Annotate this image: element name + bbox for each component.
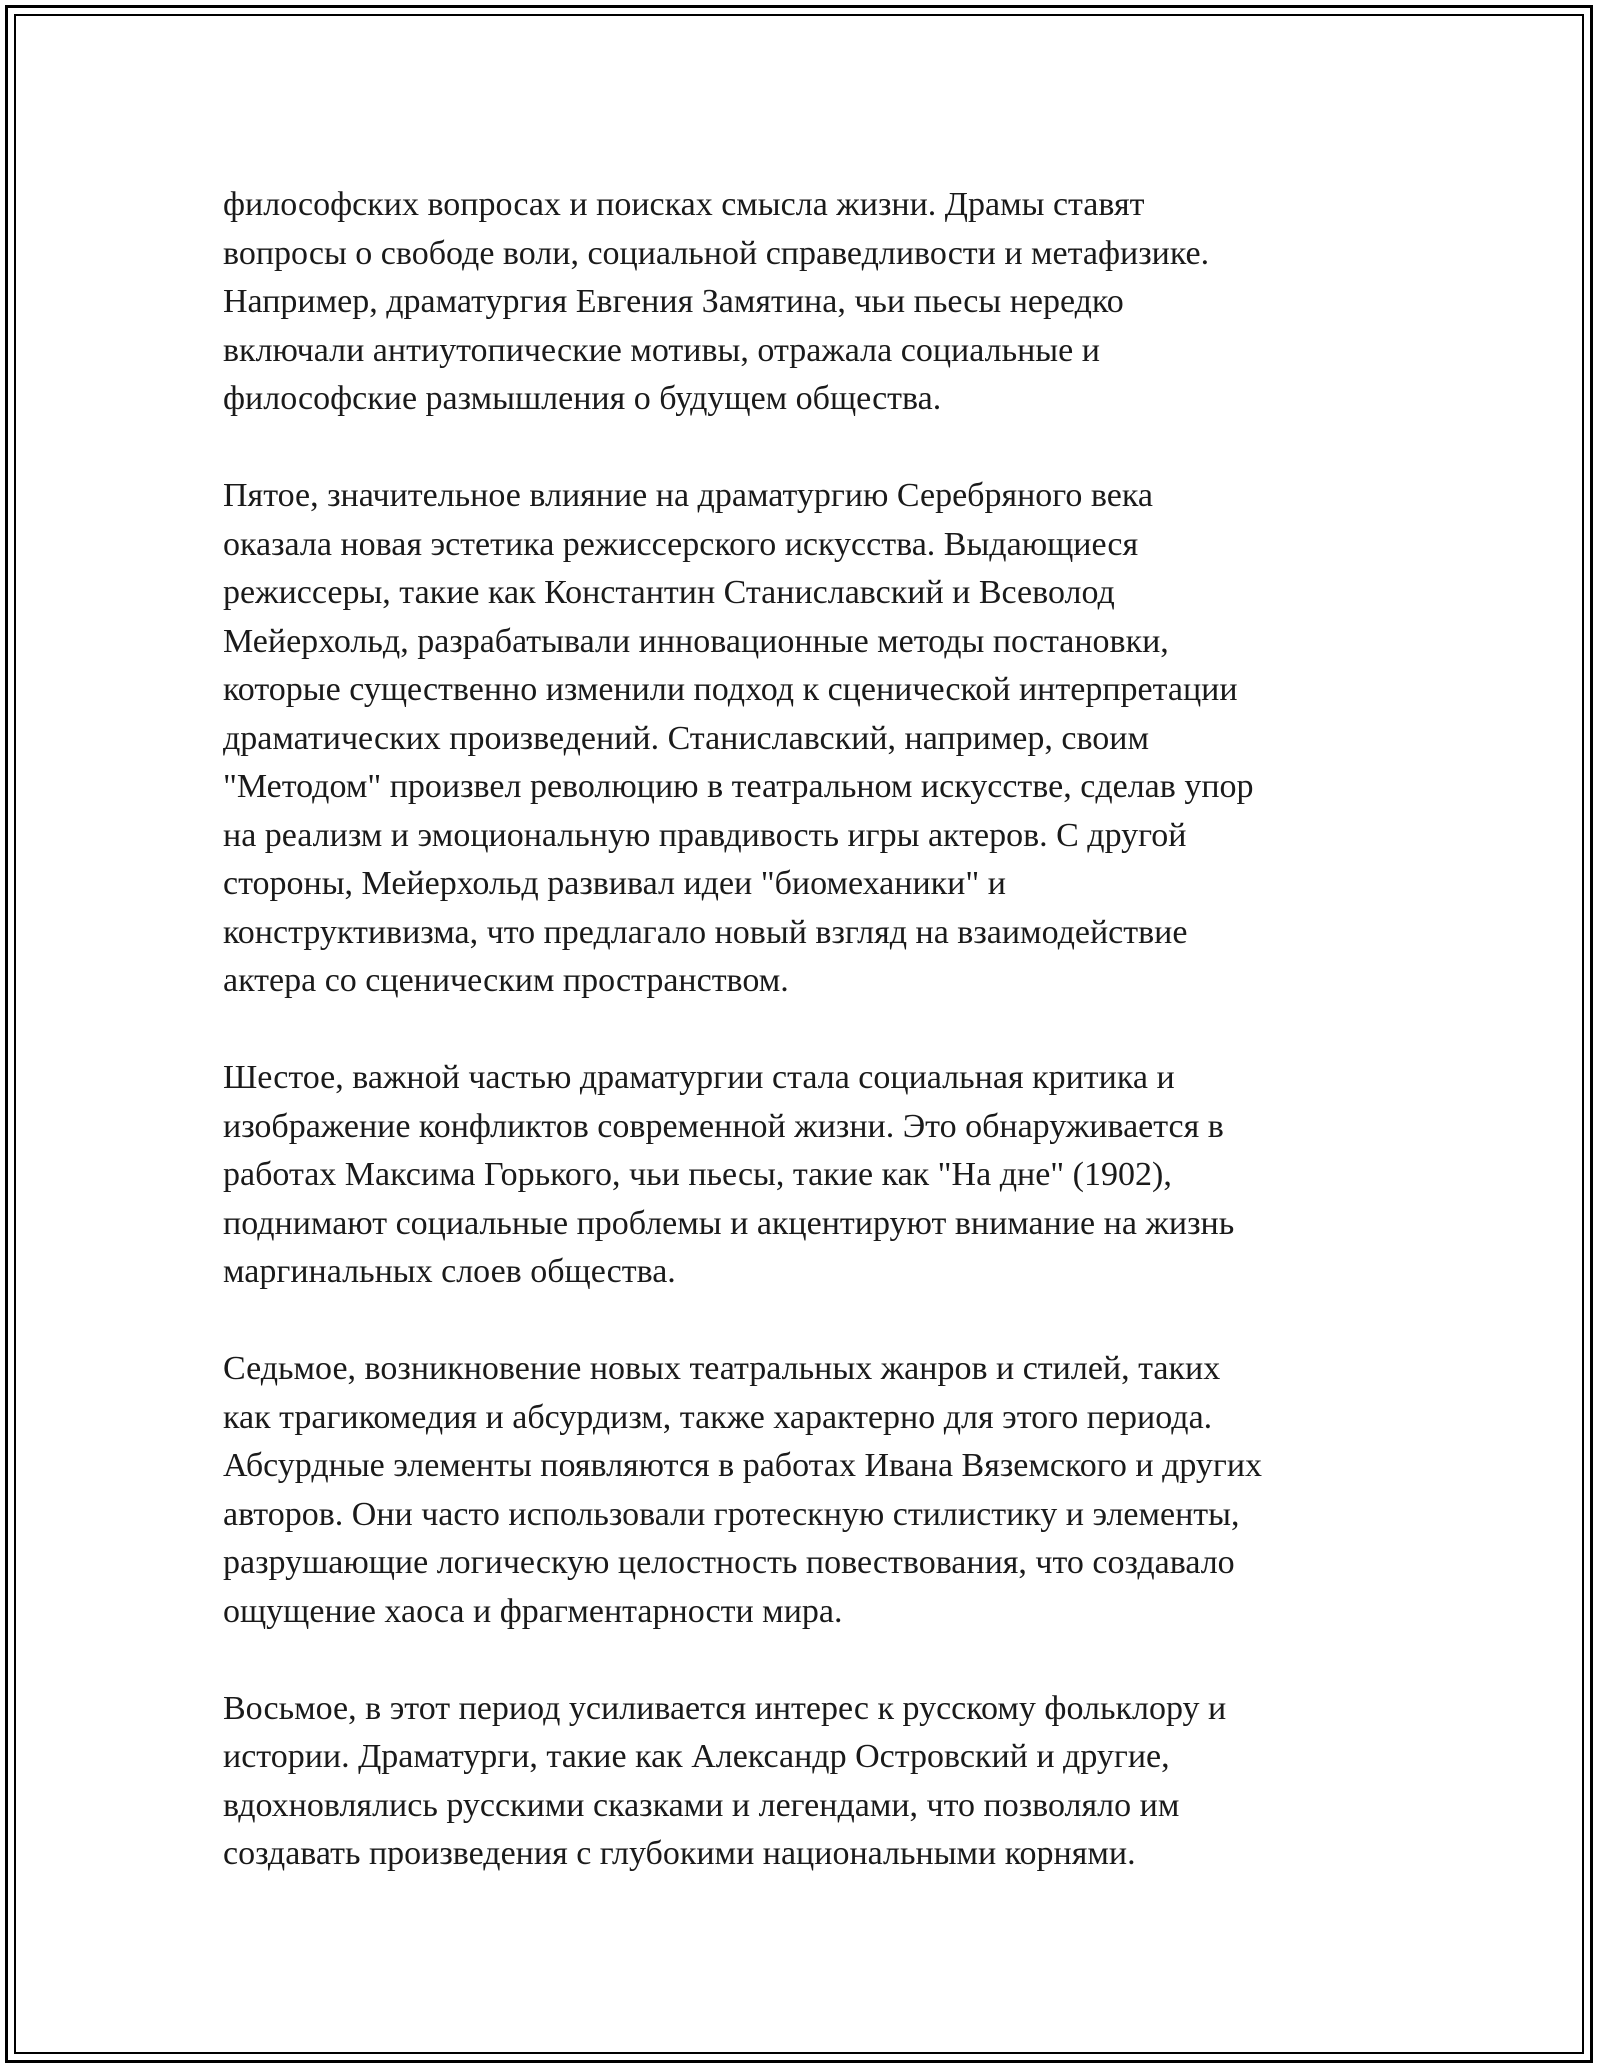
text-line: Седьмое, возникновение новых театральных жанров и стилей, таких [223,1350,1221,1387]
paragraph-eighth-folklore [223,1685,1383,1879]
text-line: поднимают социальные проблемы и акцентируют внимание на жизнь [223,1204,1235,1242]
text-line: Восьмое, в этот период усиливается интерес к русскому фольклору и [223,1689,1227,1727]
text-line: Пятое, значительное влияние на драматургию Серебряного века [223,477,1153,514]
text-line: которые существенно изменили подход к сценической интерпретации [223,671,1238,708]
text-line: стороны, Мейерхольд развивал идеи "биомеханики" и [223,865,1006,902]
text-line: работах Максима Горького, чьи пьесы, такие как "На дне" (1902), [223,1156,1172,1193]
text-line: драматических произведений. Станиславский, например, своим [223,719,1150,757]
text-line: философские размышления о будущем общества. [223,380,942,417]
text-line: "Методом" произвел революцию в театральном искусстве, сделав упор [223,768,1254,805]
text-line: Например, драматургия Евгения Замятина, чьи пьесы нередко [223,283,1124,320]
text-line: Мейерхольд, разрабатывали инновационные методы постановки, [223,622,1169,660]
text-line: конструктивизма, что предлагало новый взгляд на взаимодействие [223,913,1188,951]
text-line: маргинальных слоев общества. [223,1253,676,1290]
text-line: включали антиутопические мотивы, отражала социальные и [223,331,1100,369]
text-line: актера со сценическим пространством. [223,962,789,999]
text-line: режиссеры, такие как Константин Станиславский и Всеволод [223,574,1115,611]
text-line: Абсурдные элементы появляются в работах Ивана Вяземского и других [223,1447,1263,1484]
text-line: разрушающие логическую целостность повествования, что создавало [223,1544,1235,1581]
document-body [223,181,1383,1927]
text-line: как трагикомедия и абсурдизм, также характерно для этого периода. [223,1398,1213,1436]
text-line: вдохновлялись русскими сказками и легендами, что позволяло им [223,1786,1180,1824]
text-line: оказала новая эстетика режиссерского искусства. Выдающиеся [223,525,1139,563]
paragraph-seventh-new-genres [223,1345,1383,1636]
text-line: вопросы о свободе воли, социальной справедливости и метафизике. [223,234,1210,272]
paragraph-fifth-directing [223,472,1383,1006]
paragraph-sixth-social-critique [223,1054,1383,1297]
text-line: создавать произведения с глубокими национальными корнями. [223,1835,1136,1872]
paragraph-philosophical-questions [223,181,1383,424]
text-line: философских вопросах и поисках смысла жизни. Драмы ставят [223,186,1145,223]
text-line: на реализм и эмоциональную правдивость игры актеров. С другой [223,816,1187,854]
text-line: Шестое, важной частью драматургии стала социальная критика и [223,1059,1175,1096]
text-line: ощущение хаоса и фрагментарности мира. [223,1592,843,1630]
text-line: изображение конфликтов современной жизни. Это обнаруживается в [223,1107,1224,1145]
text-line: авторов. Они часто использовали гротескную стилистику и элементы, [223,1495,1240,1533]
text-line: истории. Драматурги, такие как Александр Островский и другие, [223,1738,1170,1775]
